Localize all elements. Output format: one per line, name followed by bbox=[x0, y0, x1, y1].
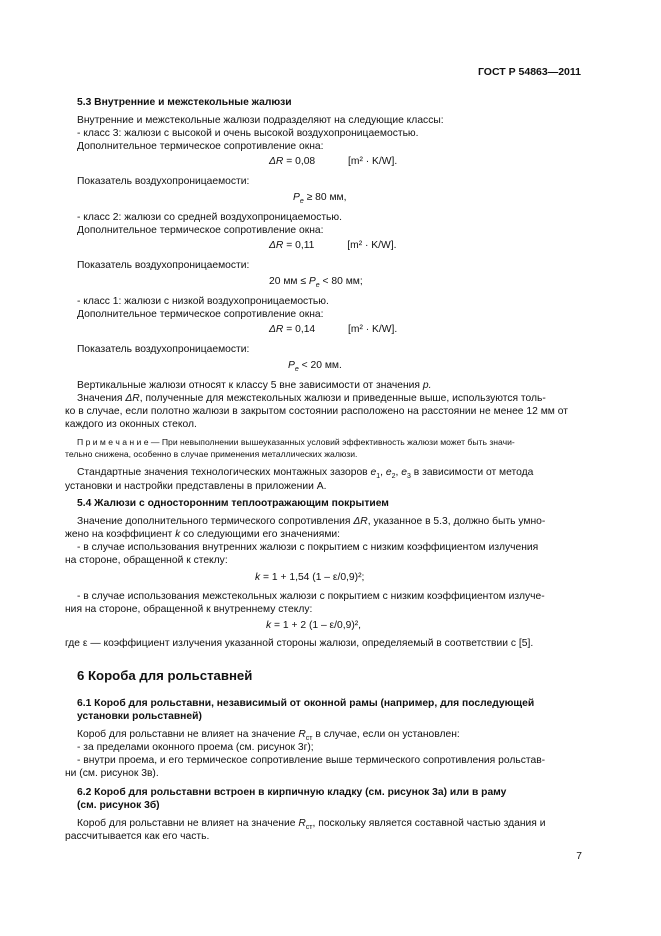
paragraph: каждого из оконных стекол. bbox=[65, 419, 197, 430]
paragraph: Короб для рольставни не влияет на значение $R_{ст}$ в случае, если он установлен: bbox=[77, 729, 460, 743]
paragraph: Показатель воздухопроницаемости: bbox=[77, 260, 250, 271]
paragraph: Внутренние и межстекольные жалюзи подразделяют на следующие классы: bbox=[77, 115, 444, 126]
paragraph: Показатель воздухопроницаемости: bbox=[77, 176, 250, 187]
section-6-2-title: (см. рисунок 3б) bbox=[77, 800, 160, 811]
paragraph: Дополнительное термическое сопротивление окна: bbox=[77, 141, 324, 152]
paragraph: ния на стороне, обращенной к внутреннему стеклу: bbox=[65, 604, 313, 615]
note: П р и м е ч а н и е — При невыполнении вышеуказанных условий эффективность жалюзи может быть значи- bbox=[77, 437, 515, 447]
page-number: 7 bbox=[576, 851, 582, 862]
section-6-1-title: установки рольставней) bbox=[77, 711, 202, 722]
paragraph: Короб для рольставни не влияет на значение $R_{ст}$, поскольку является составной частью здания и bbox=[77, 818, 546, 832]
section-5-3-title: 5.3 Внутренние и межстекольные жалюзи bbox=[77, 97, 292, 108]
paragraph: Значения ΔR, полученные для межстекольных жалюзи и приведенные выше, используются толь- bbox=[77, 393, 546, 404]
paragraph: на стороне, обращенной к стеклу: bbox=[65, 555, 228, 566]
paragraph: - в случае использования внутренних жалюзи с покрытием с низким коэффициентом излучения bbox=[77, 542, 539, 553]
document-id: ГОСТ Р 54863—2011 bbox=[477, 66, 581, 78]
formula-delta-r-class3: ΔR = 0,08 [m² · K/W]. bbox=[269, 156, 398, 167]
paragraph: где ε — коэффициент излучения указанной стороны жалюзи, определяемый в соответствии с [5]. bbox=[65, 638, 534, 649]
formula-delta-r-class1: ΔR = 0,14 [m² · K/W]. bbox=[269, 324, 398, 335]
paragraph: ко в случае, если полотно жалюзи в закрытом состоянии расположено на расстоянии не менее 12 мм от bbox=[65, 406, 568, 417]
paragraph: Показатель воздухопроницаемости: bbox=[77, 344, 250, 355]
class-2-text: - класс 2: жалюзи со средней воздухопроницаемостью. bbox=[77, 212, 343, 223]
paragraph: установки и настройки представлены в приложении А. bbox=[65, 481, 327, 492]
formula-pe-class1: $P_e < 20$ мм. bbox=[288, 360, 342, 374]
paragraph: - в случае использования межстекольных жалюзи с покрытием с низким коэффициентом излуче- bbox=[77, 591, 545, 602]
class-3-text: - класс 3: жалюзи с высокой и очень высокой воздухопроницаемостью. bbox=[77, 128, 419, 139]
paragraph: Дополнительное термическое сопротивление окна: bbox=[77, 309, 324, 320]
formula-pe-class2: 20 мм ≤ $P_e < 80$ мм; bbox=[269, 276, 363, 290]
paragraph: - за пределами оконного проема (см. рисунок 3г); bbox=[77, 742, 314, 753]
formula-pe-class3: $P_e \ge 80$ мм, bbox=[293, 192, 347, 206]
section-6-title: 6 Короба для рольставней bbox=[77, 668, 253, 683]
paragraph: - внутри проема, и его термическое сопротивление выше термического сопротивления рольстав- bbox=[77, 755, 546, 766]
paragraph: рассчитывается как его часть. bbox=[65, 831, 210, 842]
section-5-4-title: 5.4 Жалюзи с односторонним теплоотражающим покрытием bbox=[77, 498, 389, 509]
class-1-text: - класс 1: жалюзи с низкой воздухопроницаемостью. bbox=[77, 296, 329, 307]
formula-k-intermediate: k = 1 + 2 (1 – ε/0,9)², bbox=[266, 620, 362, 631]
paragraph: Значение дополнительного термического сопротивления ΔR, указанное в 5.3, должно быть умно- bbox=[77, 516, 546, 527]
paragraph: Вертикальные жалюзи относят к классу 5 вне зависимости от значения p. bbox=[77, 380, 432, 391]
paragraph: ни (см. рисунок 3в). bbox=[65, 768, 159, 779]
section-6-2-title: 6.2 Короб для рольставни встроен в кирпичную кладку (см. рисунок 3а) или в раму bbox=[77, 787, 507, 798]
note: тельно снижена, особенно в случае применения металлических жалюзи. bbox=[65, 449, 358, 459]
paragraph: Стандартные значения технологических монтажных зазоров $e_1$, $e_2$, $e_3$ в зависимости от метода bbox=[77, 467, 534, 481]
paragraph: жено на коэффициент k со следующими его значениями: bbox=[65, 529, 341, 540]
paragraph: Дополнительное термическое сопротивление окна: bbox=[77, 225, 324, 236]
formula-delta-r-class2: ΔR = 0,11 [m² · K/W]. bbox=[269, 240, 397, 251]
section-6-1-title: 6.1 Короб для рольставни, независимый от оконной рамы (например, для последующей bbox=[77, 698, 535, 709]
formula-k-internal: k = 1 + 1,54 (1 – ε/0,9)²; bbox=[255, 572, 365, 583]
